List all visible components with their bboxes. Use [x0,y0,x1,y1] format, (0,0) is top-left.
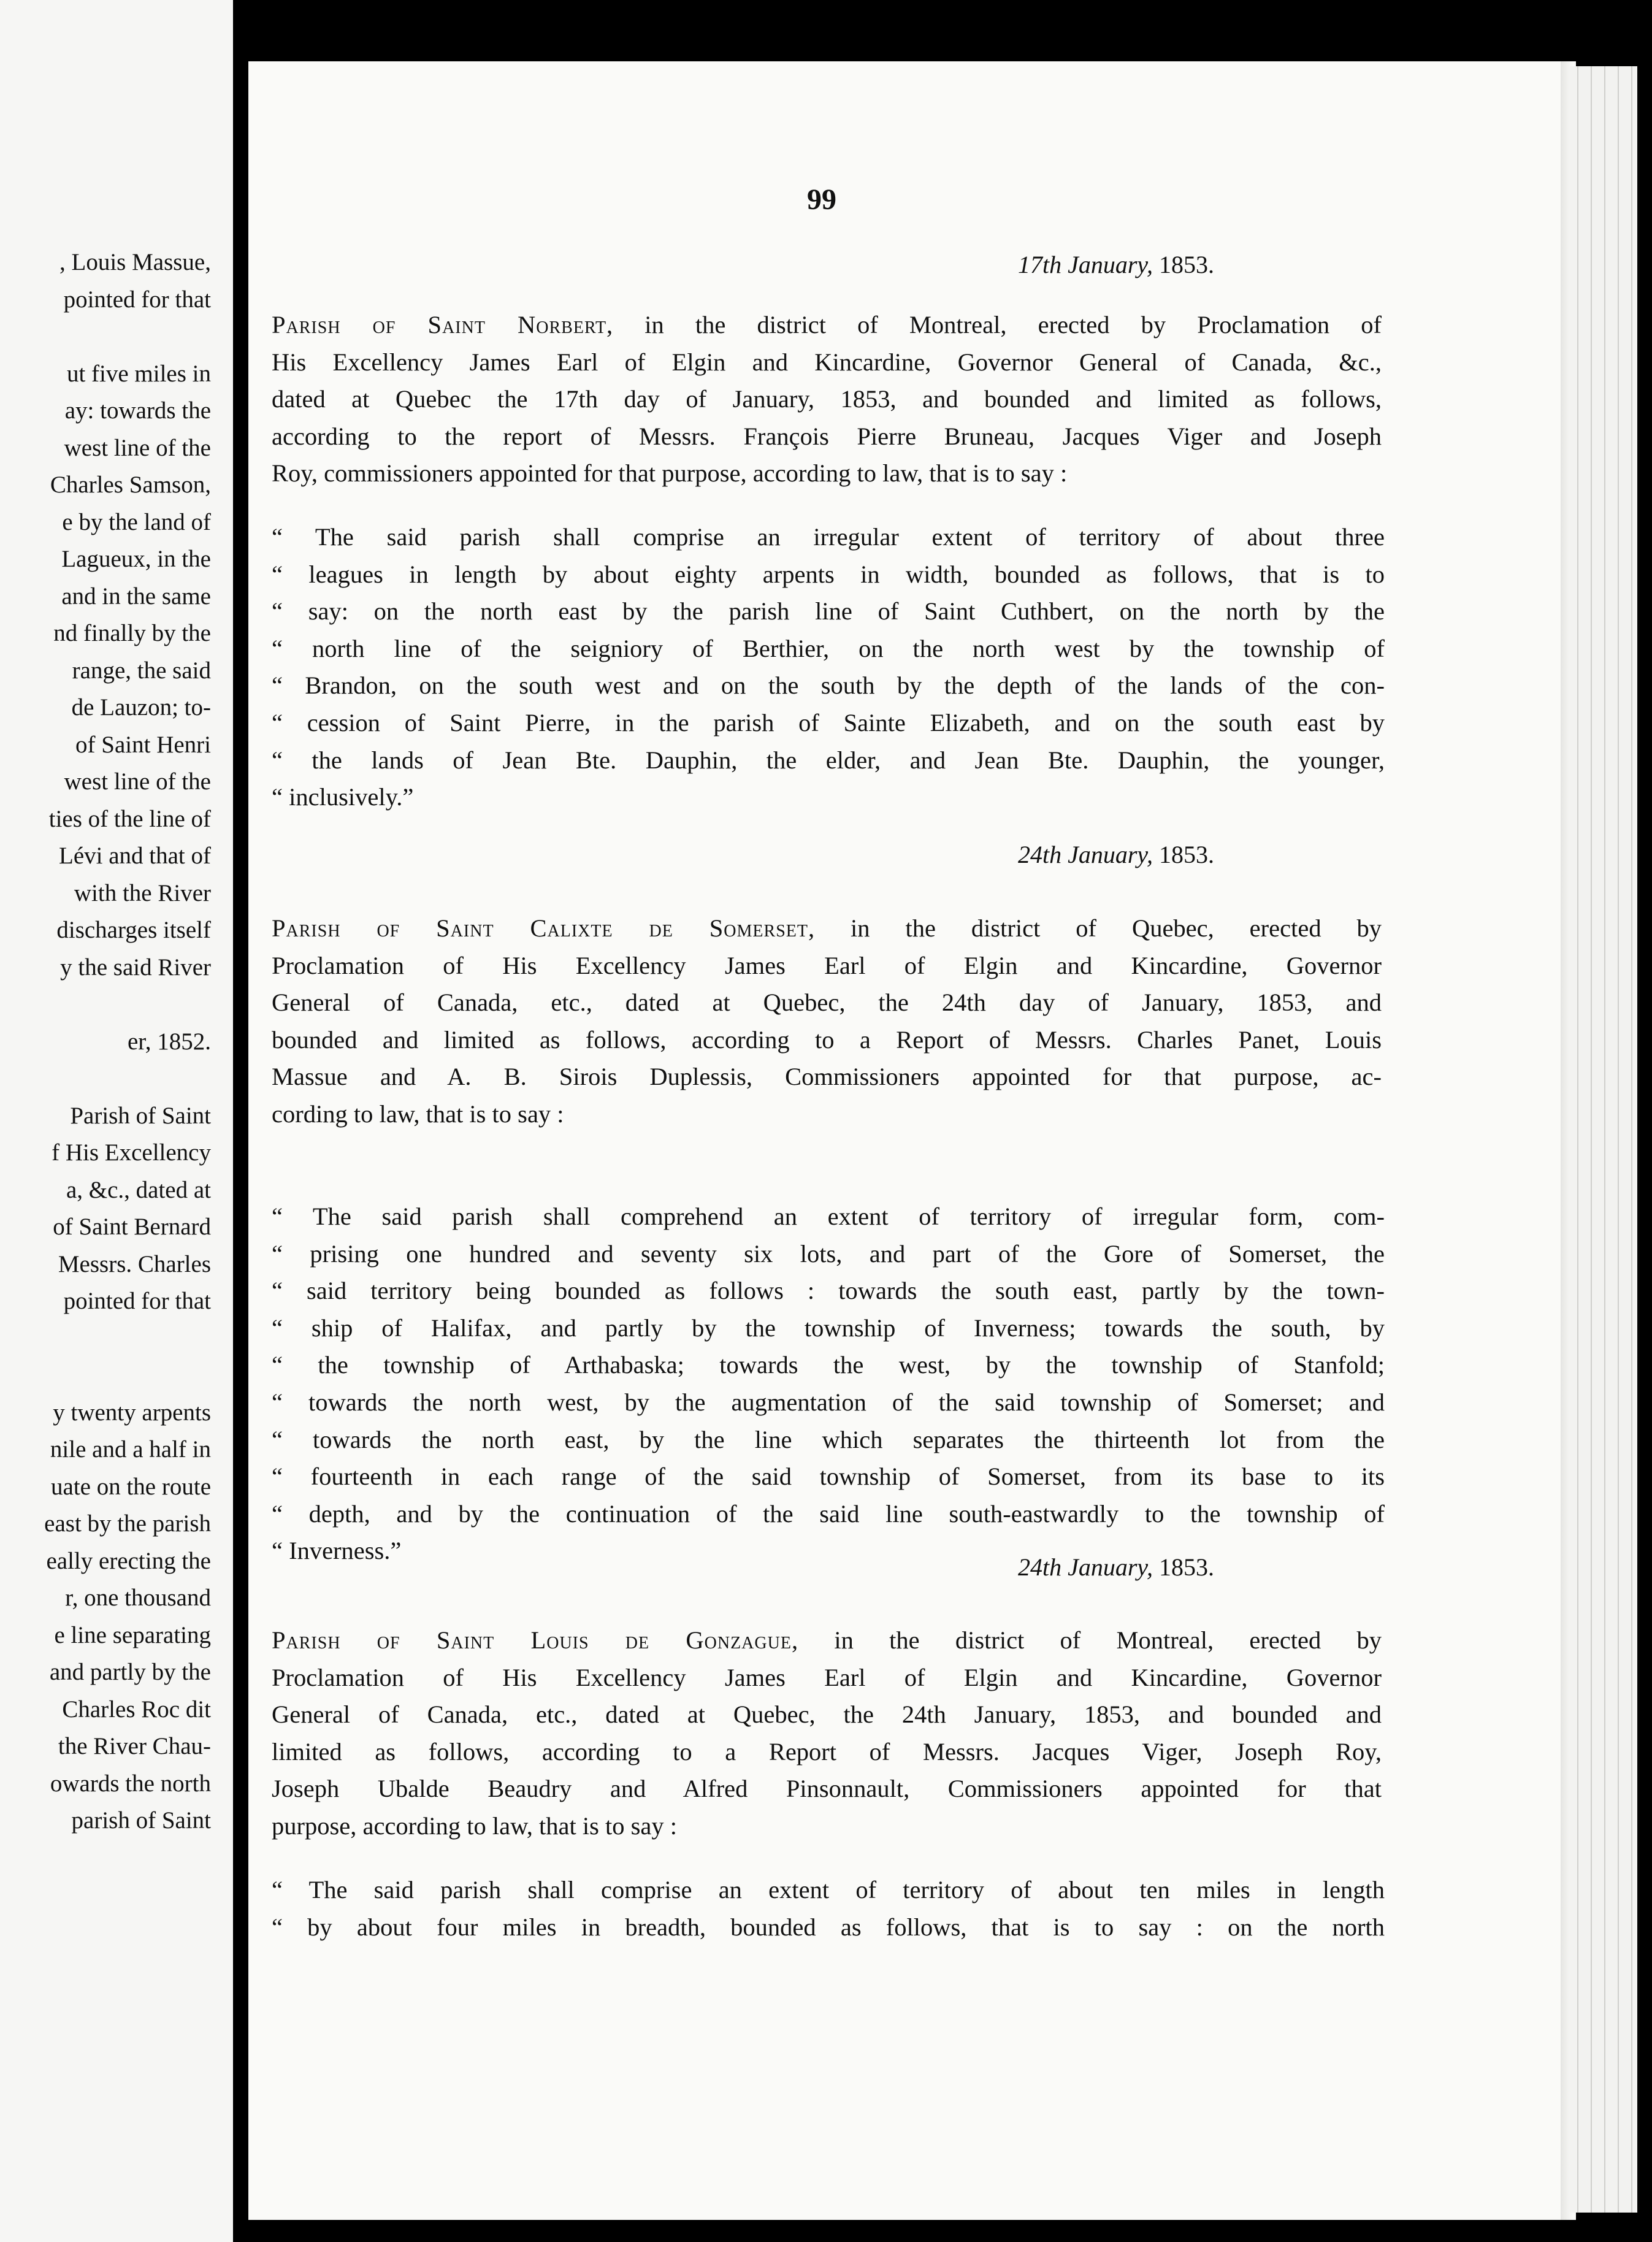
parish-heading: Parish of Saint Calixte de Somerset, [272,914,816,942]
entry-date [1018,250,1214,279]
paragraph-line: General of Canada, etc., dated at Quebec, the 24th January, 1853, and bounded and [272,1701,1382,1729]
line-text: in the district of Montreal, erected by Proclamation of [644,311,1382,339]
paragraph-line: bounded and limited as follows, according to a Report of Messrs. Charles Panet, Louis [272,1025,1382,1054]
facing-page-line: uate on the route [51,1473,211,1500]
parish-heading: Parish of Saint Norbert, [272,311,614,339]
facing-page-line: of Saint Bernard [53,1214,211,1240]
facing-page-line: owards the north [50,1770,211,1797]
facing-page-line: Lévi and that of [59,843,211,869]
facing-page-line: east by the parish [44,1510,211,1537]
facing-page-line: y the said River [60,954,211,981]
paragraph-line: Proclamation of His Excellency James Earl of Elgin and Kincardine, Governor [272,951,1382,979]
date-year: 1853. [1158,1553,1214,1581]
quote-line: “ leagues in length by about eighty arpents in width, bounded as follows, that is to [272,560,1385,588]
facing-page-line: parish of Saint [71,1807,211,1834]
quote-line: “ fourteenth in each range of the said township of Somerset, from its base to its [272,1463,1385,1491]
paragraph-line: Roy, commissioners appointed for that purpose, according to law, that is to say : [272,459,1068,488]
facing-page-line: nd finally by the [53,620,211,646]
facing-page-line: and in the same [61,583,211,610]
facing-page-line [0,986,211,1023]
paragraph-line: limited as follows, according to a Report of Messrs. Jacques Viger, Joseph Roy, [272,1737,1382,1766]
paragraph-line: His Excellency James Earl of Elgin and Kincardine, Governor General of Canada, &c., [272,348,1382,376]
entry-date [1018,1553,1214,1582]
entry-date [1018,840,1214,869]
facing-page-line [0,1320,211,1358]
quote-line: “ prising one hundred and seventy six lots, and part of the Gore of Somerset, the [272,1239,1385,1268]
facing-page-line: de Lauzon; to- [71,694,211,721]
entry-quote [272,1872,1385,1946]
paragraph-line: dated at Quebec the 17th day of January, 1853, and bounded and limited as follows, [272,385,1382,413]
facing-page-line: Lagueux, in the [61,546,211,572]
paragraph-line [272,307,1382,344]
facing-page-line: nile and a half in [50,1436,211,1463]
entry-paragraph [272,910,1382,1133]
date-year: 1853. [1158,841,1214,868]
facing-page-line: of Saint Henri [75,731,211,758]
facing-page-line: Parish of Saint [70,1102,211,1129]
page-edges [1570,66,1637,2213]
facing-page-line [0,1060,211,1098]
facing-page-line: ut five miles in [66,360,211,387]
paragraph-line: Proclamation of His Excellency James Earl of Elgin and Kincardine, Governor [272,1663,1382,1691]
quote-line: “ towards the north east, by the line which separates the thirteenth lot from the [272,1425,1385,1453]
date-year: 1853. [1158,251,1214,278]
quote-line: “ the township of Arthabaska; towards the west, by the township of Stanfold; [272,1351,1385,1379]
facing-page-line: Charles Samson, [50,472,211,498]
facing-page-line: discharges itself [56,917,211,943]
facing-page-line: , Louis Massue, [59,249,211,275]
quote-line: “ The said parish shall comprise an extent of territory of about ten miles in length [272,1876,1385,1903]
parish-heading: Parish of Saint Louis de Gonzague, [272,1626,799,1654]
facing-page-line: pointed for that [63,286,211,313]
date-text: 24th January, [1018,1553,1153,1581]
facing-page-line: r, one thousand [65,1585,211,1611]
quote-line: “ The said parish shall comprise an irregular extent of territory of about three [272,523,1385,551]
quote-line: “ ship of Halifax, and partly by the township of Inverness; towards the south, by [272,1314,1385,1342]
facing-page-line: and partly by the [49,1659,211,1685]
facing-page-line: f His Excellency [52,1139,211,1166]
quote-line: “ north line of the seigniory of Berthier, on the north west by the township of [272,634,1385,662]
quote-line: “ Inverness.” [272,1537,402,1565]
facing-page-line: the River Chau- [58,1733,211,1759]
entry-quote [272,519,1385,816]
facing-page-line [0,318,211,356]
paragraph-line: Joseph Ubalde Beaudry and Alfred Pinsonnault, Commissioners appointed for that [272,1775,1382,1803]
quote-line: “ towards the north west, by the augmentation of the said township of Somerset; and [272,1388,1385,1416]
page-number: 99 [807,183,836,216]
facing-page-line: er, 1852. [128,1028,211,1055]
facing-page-line: pointed for that [63,1288,211,1314]
quote-line: “ inclusively.” [272,783,414,811]
quote-line: “ said territory being bounded as follows : towards the south east, partly by the town- [272,1277,1385,1305]
paragraph-line [272,1622,1382,1659]
facing-page-line: west line of the [64,434,211,461]
quote-line: “ the lands of Jean Bte. Dauphin, the elder, and Jean Bte. Dauphin, the younger, [272,746,1385,774]
quote-line: “ The said parish shall comprehend an extent of territory of irregular form, com- [272,1203,1385,1230]
paragraph-line [272,910,1382,947]
facing-page-line: y twenty arpents [53,1399,211,1426]
line-text: in the district of Montreal, erected by [834,1626,1382,1654]
date-text: 17th January, [1018,251,1153,278]
facing-page-line: with the River [74,879,211,906]
quote-line: “ by about four miles in breadth, bounded as follows, that is to say : on the north [272,1913,1385,1941]
facing-page-line: eally erecting the [46,1547,211,1574]
facing-page-line: ties of the line of [48,805,211,832]
facing-page-line: ay: towards the [64,397,211,424]
quote-line: “ cession of Saint Pierre, in the parish of Sainte Elizabeth, and on the south east by [272,708,1385,736]
entry-quote [272,1198,1385,1570]
facing-page-fragment [0,0,233,2242]
facing-page-text [0,244,211,1840]
facing-page-line: Charles Roc dit [62,1696,211,1723]
facing-page-line: a, &c., dated at [66,1176,211,1203]
facing-page-line: e line separating [54,1621,211,1648]
paragraph-line: purpose, according to law, that is to say : [272,1812,677,1840]
date-text: 24th January, [1018,841,1153,868]
line-text: in the district of Quebec, erected by [851,914,1382,942]
quote-line: “ Brandon, on the south west and on the south by the depth of the lands of the con- [272,671,1385,700]
paragraph-line: General of Canada, etc., dated at Quebec, the 24th day of January, 1853, and [272,989,1382,1017]
facing-page-line: e by the land of [62,508,211,535]
paragraph-line: according to the report of Messrs. François Pierre Bruneau, Jacques Viger and Joseph [272,422,1382,450]
facing-page-line: Messrs. Charles [58,1250,211,1277]
entry-paragraph [272,307,1382,492]
quote-line: “ depth, and by the continuation of the said line south-eastwardly to the township of [272,1499,1385,1528]
facing-page-line: range, the said [72,657,211,684]
paragraph-line: cording to law, that is to say : [272,1100,564,1128]
paragraph-line: Massue and A. B. Sirois Duplessis, Commissioners appointed for that purpose, ac- [272,1063,1382,1091]
entry-paragraph [272,1622,1382,1845]
quote-line: “ say: on the north east by the parish line of Saint Cuthbert, on the north by the [272,597,1385,626]
facing-page-line: west line of the [64,768,211,795]
facing-page-line [0,1357,211,1395]
